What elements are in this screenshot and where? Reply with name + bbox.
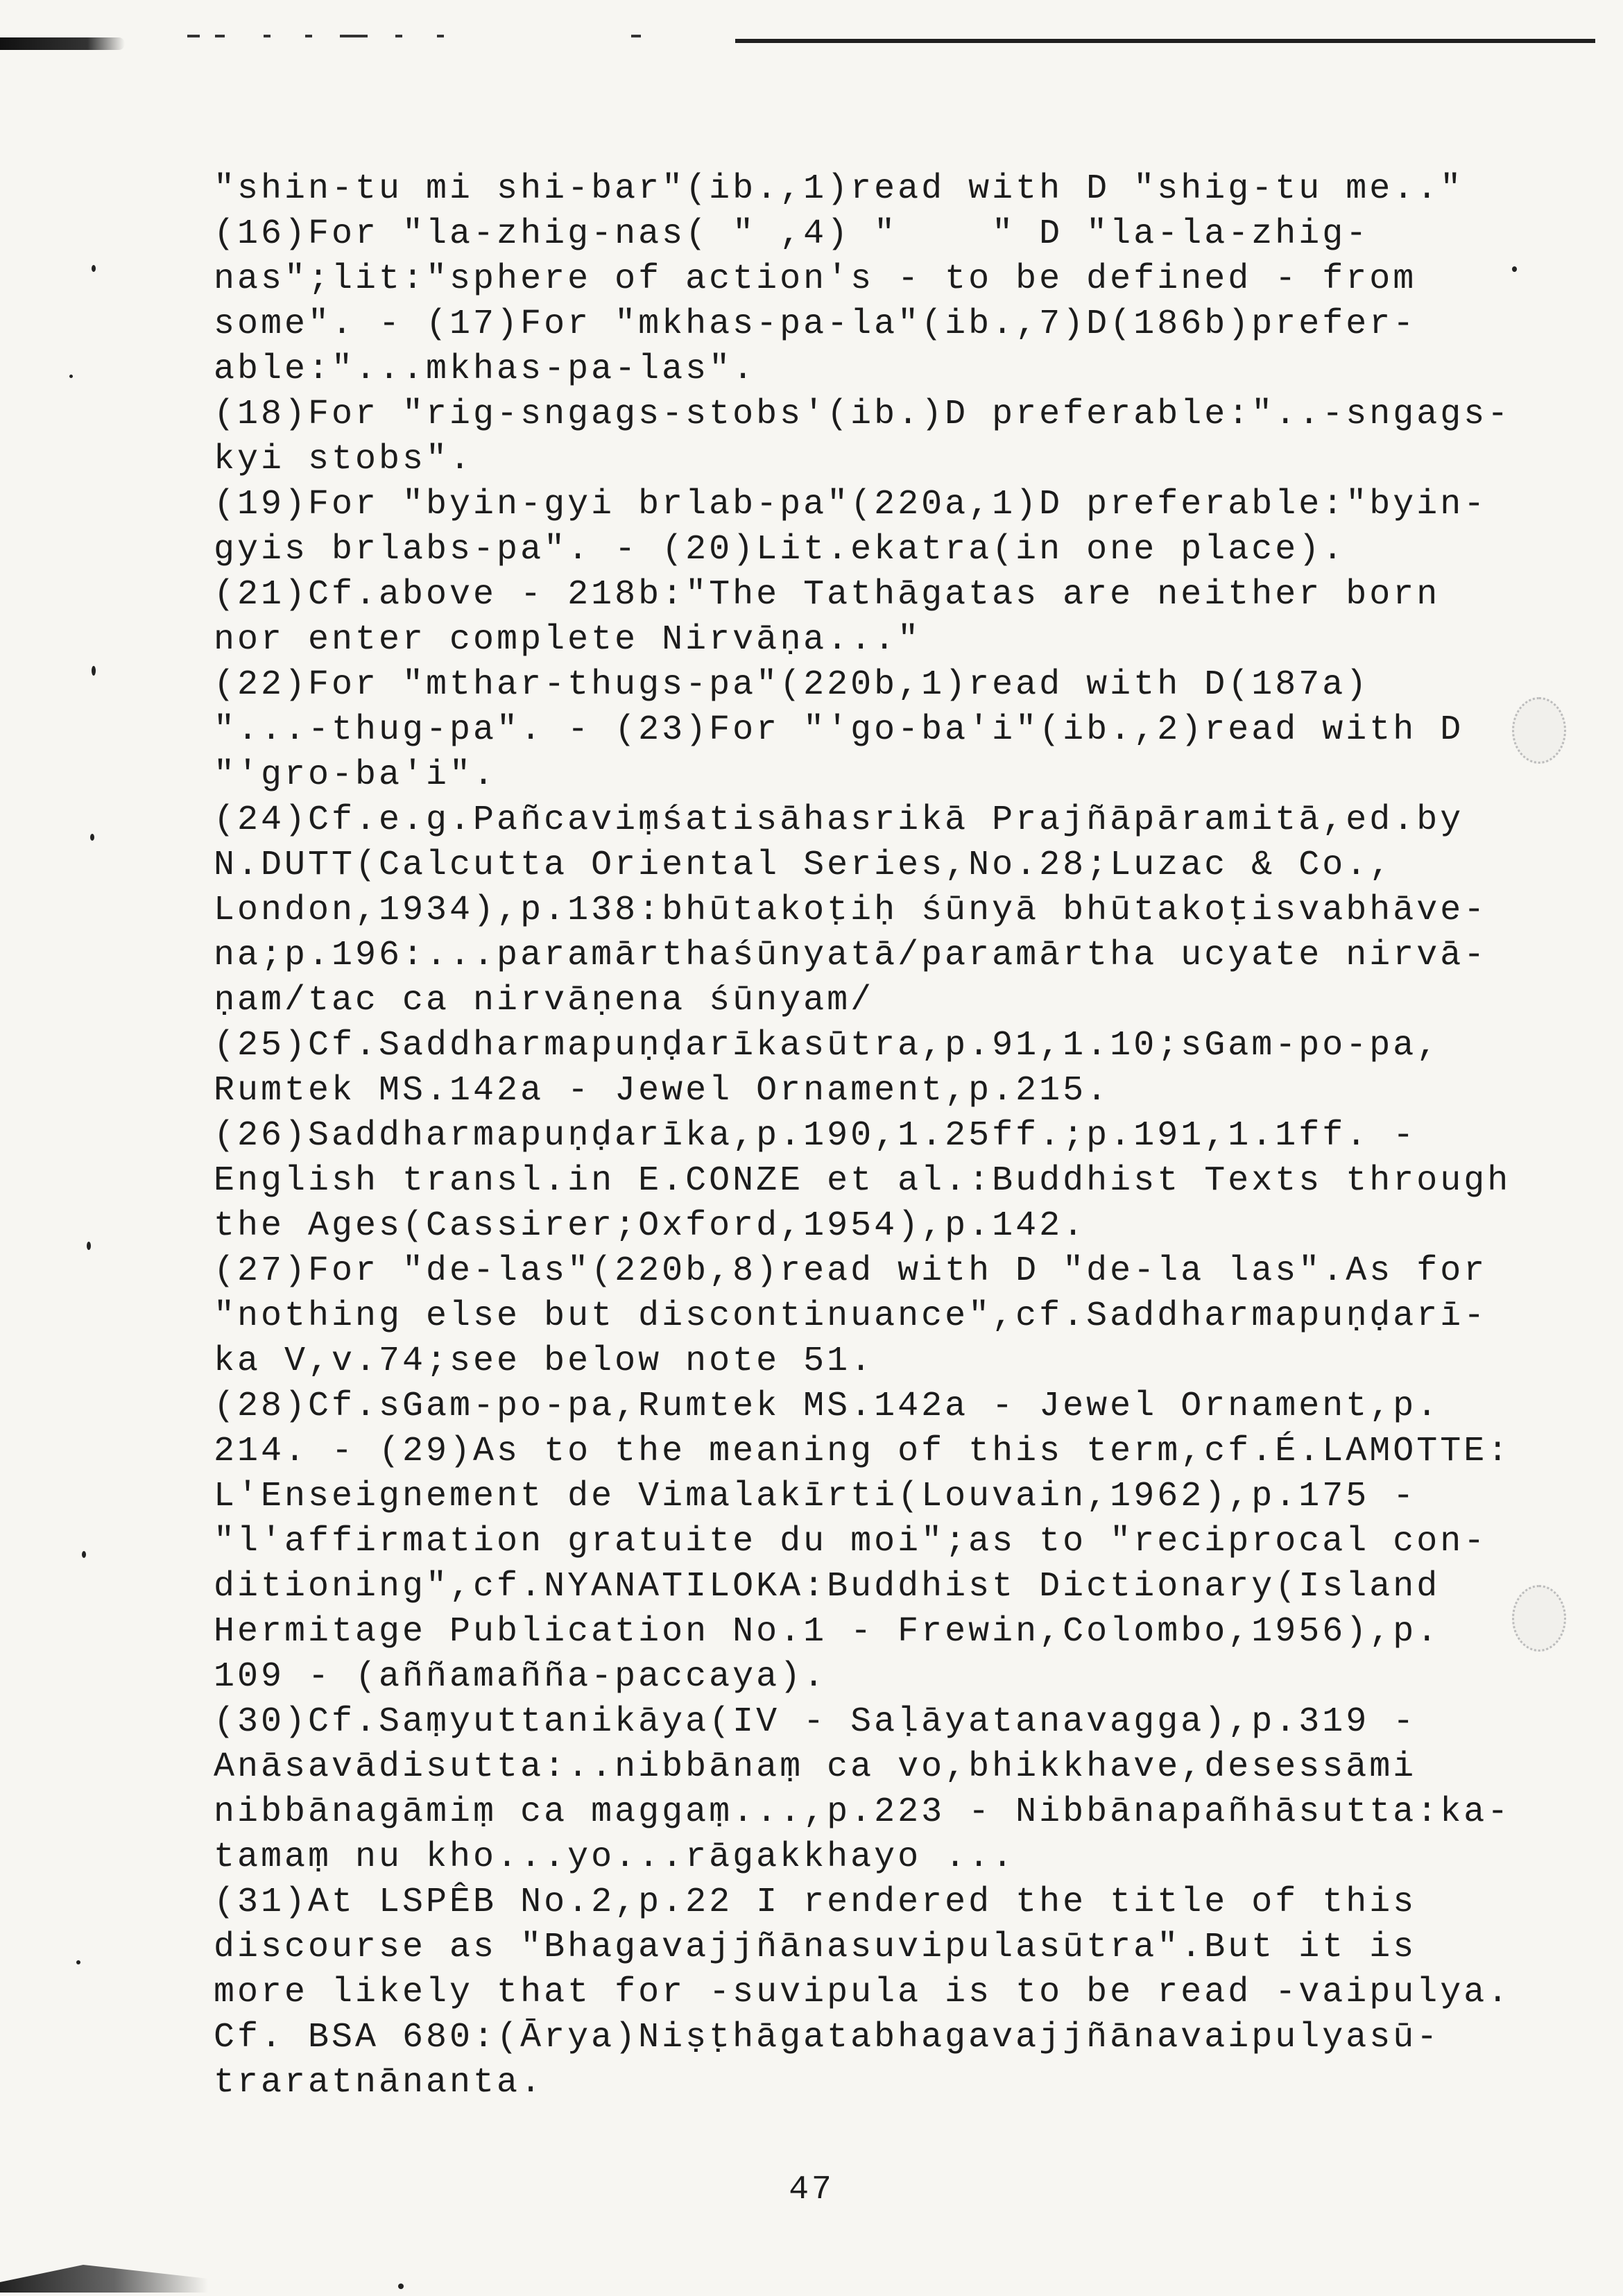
- scan-artifact-bottom: [0, 2258, 208, 2293]
- footnote-line: (16)For "la-zhig-nas( " ,4) " " D "la-la-zhig-: [214, 214, 1370, 254]
- margin-mark: [87, 1242, 91, 1250]
- footnote-line: (25)Cf.Saddharmapuṇḍarīkasūtra,p.91,1.10;sGam-po-pa,: [214, 1026, 1441, 1065]
- footnote-line: "l'affirmation gratuite du moi";as to "reciprocal con-: [214, 1522, 1488, 1561]
- footnote-line: the Ages(Cassirer;Oxford,1954),p.142.: [214, 1206, 1087, 1246]
- margin-mark: [90, 834, 94, 841]
- footnote-line: "'gro-ba'i".: [214, 755, 497, 795]
- footnote-line: "...-thug-pa". - (23)For "'go-ba'i"(ib.,2)read with D: [214, 710, 1464, 750]
- footnote-line: some". - (17)For "mkhas-pa-la"(ib.,7)D(186b)prefer-: [214, 305, 1417, 344]
- margin-mark: [69, 375, 73, 378]
- footnote-line: nas";lit:"sphere of action's - to be defined - from: [214, 259, 1417, 299]
- footnote-line: kyi stobs".: [214, 440, 474, 479]
- footnote-line: (24)Cf.e.g.Pañcaviṃśatisāhasrikā Prajñāpāramitā,ed.by: [214, 800, 1464, 840]
- footnote-line: more likely that for -suvipula is to be read -vaipulya.: [214, 1973, 1511, 2012]
- footnote-line: able:"...mkhas-pa-las".: [214, 350, 757, 389]
- footnote-line: Rumtek MS.142a - Jewel Ornament,p.215.: [214, 1071, 1110, 1111]
- header-marks: [187, 28, 645, 44]
- margin-mark: [398, 2284, 404, 2289]
- header-rule: [735, 39, 1595, 43]
- footnote-line: nibbānagāmiṃ ca maggaṃ...,p.223 - Nibbānapañhāsutta:ka-: [214, 1792, 1511, 1832]
- footnote-line: Cf. BSA 680:(Ārya)Niṣṭhāgatabhagavajjñānavaipulyasū-: [214, 2018, 1441, 2057]
- footnote-line: L'Enseignement de Vimalakīrti(Louvain,1962),p.175 -: [214, 1477, 1417, 1516]
- binder-hole: [1512, 1585, 1566, 1652]
- margin-mark: [92, 666, 96, 676]
- footnote-line: (26)Saddharmapuṇḍarīka,p.190,1.25ff.;p.191,1.1ff. -: [214, 1116, 1417, 1156]
- footnote-line: ṇam/tac ca nirvāṇena śūnyam/: [214, 981, 875, 1020]
- footnote-line: Hermitage Publication No.1 - Frewin,Colombo,1956),p.: [214, 1612, 1441, 1652]
- footnote-line: (30)Cf.Saṃyuttanikāya(IV - Saḷāyatanavagga),p.319 -: [214, 1702, 1417, 1742]
- margin-mark: [76, 1960, 80, 1964]
- footnote-line: ka V,v.74;see below note 51.: [214, 1342, 875, 1381]
- footnote-line: na;p.196:...paramārthaśūnyatā/paramārtha ucyate nirvā-: [214, 936, 1488, 975]
- footnote-line: nor enter complete Nirvāṇa...": [214, 620, 922, 660]
- margin-mark: [92, 265, 96, 272]
- binder-hole: [1512, 697, 1566, 764]
- footnote-line: (28)Cf.sGam-po-pa,Rumtek MS.142a - Jewel Ornament,p.: [214, 1387, 1441, 1426]
- margin-mark: [1512, 266, 1517, 272]
- footnote-line: traratnānanta.: [214, 2063, 544, 2102]
- page-number: 47: [789, 2171, 834, 2209]
- footnote-line: English transl.in E.CONZE et al.:Buddhist Texts through: [214, 1161, 1511, 1201]
- footnote-line: "shin-tu mi shi-bar"(ib.,1)read with D "shig-tu me..": [214, 169, 1464, 209]
- footnote-line: ditioning",cf.NYANATILOKA:Buddhist Dictionary(Island: [214, 1567, 1441, 1607]
- footnote-line: gyis brlabs-pa". - (20)Lit.ekatra(in one place).: [214, 530, 1346, 569]
- footnote-line: 109 - (aññamañña-paccaya).: [214, 1657, 827, 1697]
- footnote-line: (21)Cf.above - 218b:"The Tathāgatas are neither born: [214, 575, 1441, 615]
- margin-mark: [82, 1551, 86, 1558]
- footnotes-block: [214, 166, 1511, 2105]
- footnote-line: London,1934),p.138:bhūtakoṭiḥ śūnyā bhūtakoṭisvabhāve-: [214, 891, 1488, 930]
- footnote-line: "nothing else but discontinuance",cf.Saddharmapuṇḍarī-: [214, 1296, 1488, 1336]
- footnote-line: (19)For "byin-gyi brlab-pa"(220a,1)D preferable:"byin-: [214, 485, 1488, 524]
- footnote-line: N.DUTT(Calcutta Oriental Series,No.28;Luzac & Co.,: [214, 846, 1393, 885]
- footnote-line: Anāsavādisutta:..nibbānaṃ ca vo,bhikkhave,desessāmi: [214, 1747, 1417, 1787]
- footnote-line: (18)For "rig-sngags-stobs'(ib.)D preferable:"..-sngags-: [214, 395, 1511, 434]
- footnote-line: (22)For "mthar-thugs-pa"(220b,1)read with D(187a): [214, 665, 1370, 705]
- scan-artifact-top: [0, 37, 125, 50]
- footnote-line: (27)For "de-las"(220b,8)read with D "de-la las".As for: [214, 1251, 1488, 1291]
- footnote-line: discourse as "Bhagavajjñānasuvipulasūtra".But it is: [214, 1928, 1417, 1967]
- footnote-line: tamaṃ nu kho...yo...rāgakkhayo ...: [214, 1837, 1016, 1877]
- footnote-line: (31)At LSPÊB No.2,p.22 I rendered the title of this: [214, 1883, 1417, 1922]
- footnote-line: 214. - (29)As to the meaning of this term,cf.É.LAMOTTE:: [214, 1432, 1511, 1471]
